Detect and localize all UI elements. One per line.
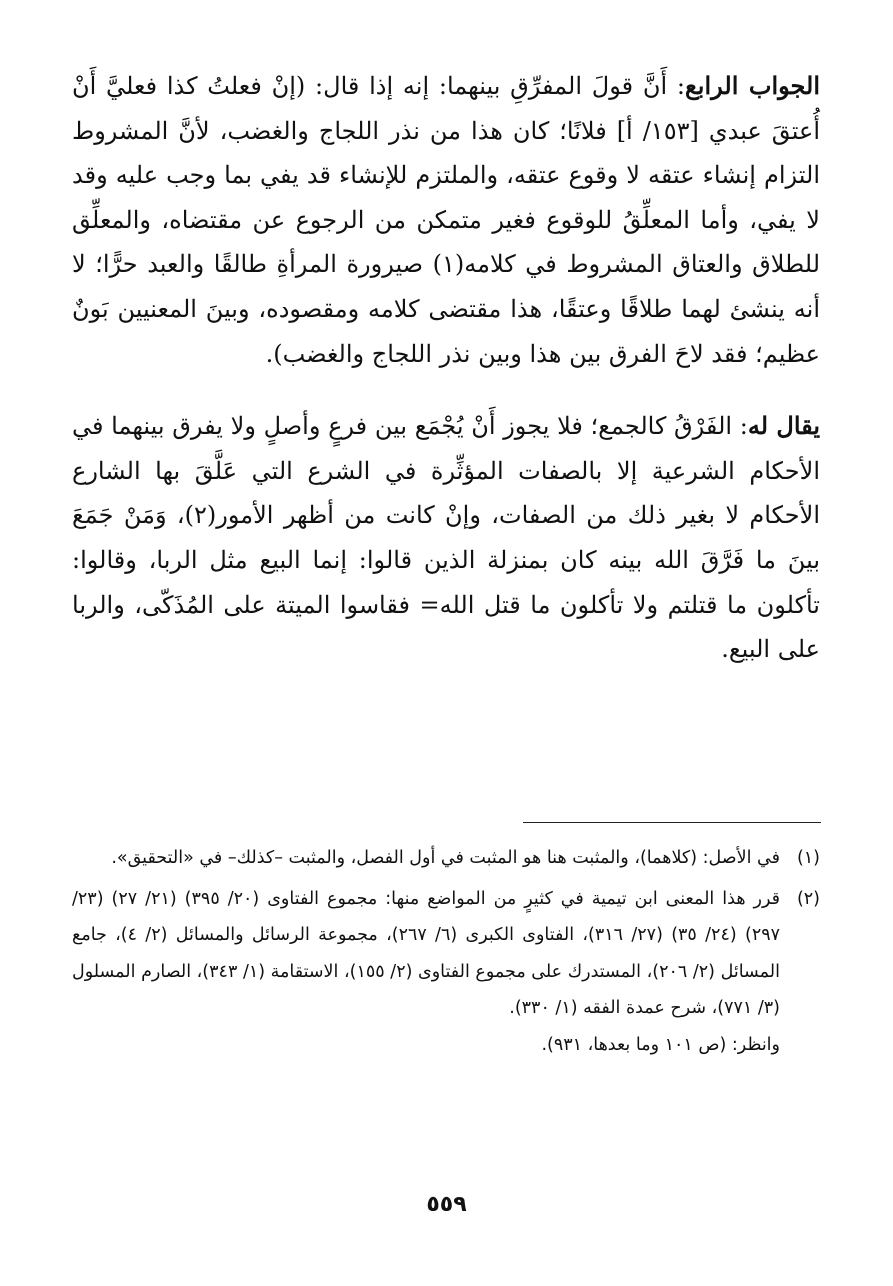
paragraph-reply: [72, 404, 820, 672]
footnote-item: [72, 840, 820, 877]
paragraph-lead-heading: الجواب الرابع: [685, 71, 821, 100]
footnote-text: في الأصل: (كلاهما)، والمثبت هنا هو المثبت في أول الفصل، والمثبت –كذلك– في «التحقيق».: [111, 848, 780, 868]
footnote-line: وانظر: (ص ١٠١ وما بعدها، ٩٣١).: [541, 1034, 780, 1055]
page-number: ٥٥٩: [426, 1192, 467, 1217]
paragraph-body-text: : الفَرْقُ كالجمع؛ فلا يجوز أَنْ يُجْمَع بين فرعٍ وأصلٍ ولا يفرق بينهما في الأحكام الشرعية إلا بالصفات المؤثِّرة في الشرع التي عَلَّقَ بها الشارع الأحكام لا بغير ذلك من الصفات، وإنْ كانت من أظهر الأمور(٢)، وَمَنْ جَمَعَ بينَ ما فَرَّقَ الله بينه كان بمنزلة الذين قالوا: إنما البيع مثل الربا، وقالوا: تأكلون ما قتلتم ولا تأكلون ما قتل الله= فقاسوا الميتة على المُذَكّى، والربا على البيع.: [72, 412, 820, 664]
footnote-number: (١): [796, 848, 820, 868]
footnote-text: [72, 881, 780, 1064]
paragraph-lead-heading: يقال له: [747, 411, 820, 441]
footnotes: [72, 840, 820, 1067]
footnote-item: [72, 881, 820, 1064]
footnote-separator: [523, 822, 821, 823]
main-text: [72, 64, 820, 672]
paragraph-fourth-answer: [72, 64, 820, 376]
paragraph-body-text: : أَنَّ قولَ المفرِّقِ بينهما: إنه إذا قال: (إنْ فعلتُ كذا فعليَّ أَنْ أُعتقَ عبدي [١٥٣/ أ] فلانًا؛ كان هذا من نذر اللجاج والغضب، لأنَّ المشروط التزام إنشاء عتقه لا وقوع عتقه، والملتزم للإنشاء قد يفي بما وجب عليه وقد لا يفي، وأما المعلِّقُ للوقوع فغير متمكن من الرجوع عن مقتضاه، والمعلِّق للطلاق والعتاق المشروط في كلامه(١) صيرورة المرأةِ طالقًا والعبد حرًّا؛ لا أنه ينشئ لهما طلاقًا وعتقًا، هذا مقتضى كلامه ومقصوده، وبينَ المعنيين بَونٌ عظيم؛ فقد لاحَ الفرق بين هذا وبين نذر اللجاج والغضب).: [72, 72, 820, 368]
footnote-number: (٢): [796, 888, 820, 909]
footnote-line: قرر هذا المعنى ابن تيمية في كثيرٍ من المواضع منها: مجموع الفتاوى (٢٠/ ٣٩٥) (٢١/ ٢٧) (٢٣/ ٢٩٧) (٢٤/ ٣٥) (٢٧/ ٣١٦)، الفتاوى الكبرى (٦/ ٢٦٧)، مجموعة الرسائل والمسائل (٢/ ٤)، جامع المسائل (٢/ ٢٠٦)، المستدرك على مجموع الفتاوى (٢/ ١٥٥)، الاستقامة (١/ ٣٤٣)، الصارم المسلول (٣/ ٧٧١)، شرح عمدة الفقه (١/ ٣٣٠).: [72, 888, 781, 1018]
